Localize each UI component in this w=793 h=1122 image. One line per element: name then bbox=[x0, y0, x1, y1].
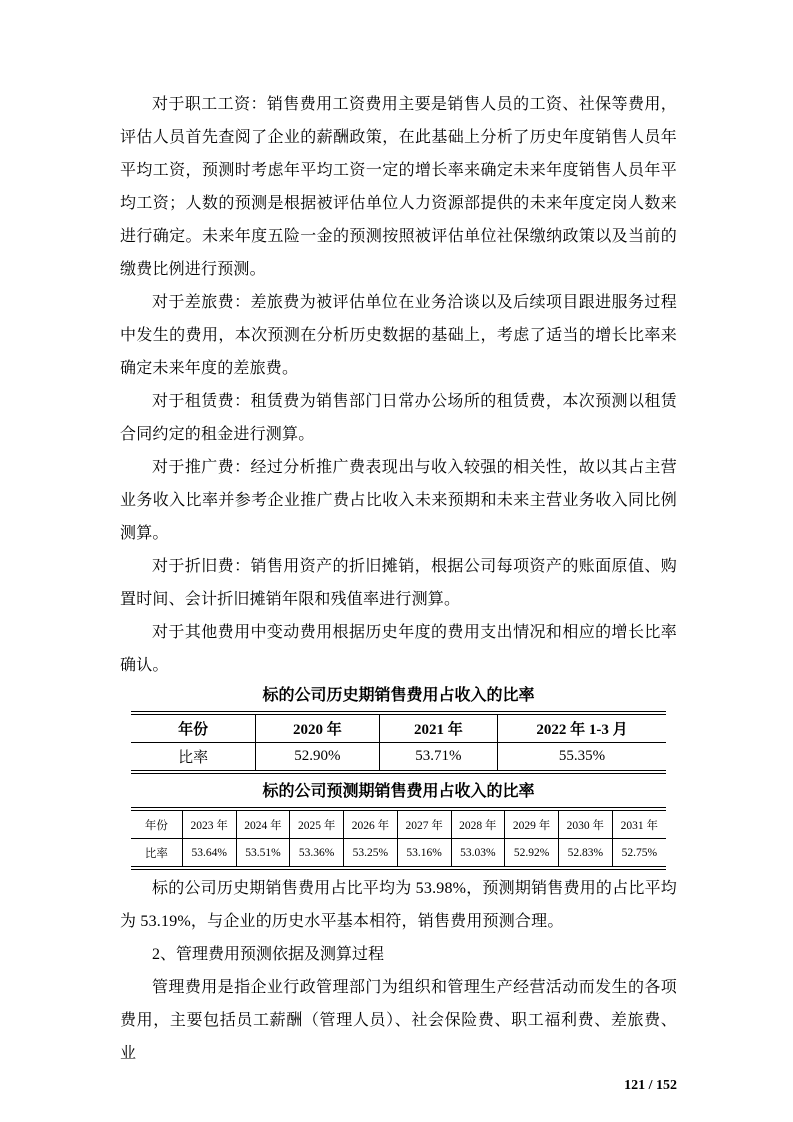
header-cell-2022q1: 2022 年 1-3 月 bbox=[497, 713, 666, 743]
table-row bbox=[131, 743, 666, 773]
header-cell-2026: 2026 年 bbox=[344, 809, 398, 839]
table-header-row bbox=[131, 713, 666, 743]
row-label-ratio: 比率 bbox=[131, 743, 256, 773]
page-number: 121 / 152 bbox=[624, 1078, 677, 1093]
header-cell-2027: 2027 年 bbox=[397, 809, 451, 839]
paragraph-depreciation-expense: 对于折旧费：销售用资产的折旧摊销，根据公司每项资产的账面原值、购置时间、会计折旧摊销年限和残值率进行测算。 bbox=[120, 558, 677, 608]
value-cell-2029: 52.92% bbox=[505, 839, 559, 869]
row-label-ratio: 比率 bbox=[131, 839, 182, 869]
paragraph-promotion-expense: 对于推广费：经过分析推广费表现出与收入较强的相关性，故以其占主营业务收入比率并参考企业推广费占比收入未来预期和未来主营业务收入同比例测算。 bbox=[120, 459, 677, 542]
section-heading-admin-expense: 2、管理费用预测依据及测算过程 bbox=[152, 946, 385, 963]
value-cell-2024: 53.51% bbox=[236, 839, 290, 869]
table-row bbox=[131, 839, 666, 869]
header-cell-2025: 2025 年 bbox=[290, 809, 344, 839]
header-cell-2029: 2029 年 bbox=[505, 809, 559, 839]
header-cell-2030: 2030 年 bbox=[558, 809, 612, 839]
header-cell-2020: 2020 年 bbox=[256, 713, 380, 743]
value-cell-2031: 52.75% bbox=[621, 846, 658, 859]
header-cell-2031: 2031 年 bbox=[612, 809, 666, 839]
paragraph-travel-expense: 对于差旅费：差旅费为被评估单位在业务洽谈以及后续项目跟进服务过程中发生的费用，本次预测在分析历史数据的基础上，考虑了适当的增长比率来确定未来年度的差旅费。 bbox=[120, 294, 677, 377]
value-cell-2022q1: 55.35% bbox=[558, 748, 606, 764]
value-cell-2025: 53.36% bbox=[290, 839, 344, 869]
forecast-ratio-table bbox=[131, 807, 666, 870]
value-cell-2028: 53.03% bbox=[451, 839, 505, 869]
historical-ratio-table bbox=[131, 711, 666, 774]
value-cell-2023: 53.64% bbox=[182, 839, 236, 869]
paragraph-staff-salary: 对于职工工资：销售费用工资费用主要是销售人员的工资、社保等费用，评估人员首先查阅了企业的薪酬政策，在此基础上分析了历史年度销售人员年平均工资，预测时考虑年平均工资一定的增长率来确定未来年度销售人员年平均工资；人数的预测是根据被评估单位人力资源部提供的未来年度定岗人数来进行确定。未来年度五险一金的预测按照被评估单位社保缴纳政策以及当前的缴费比例进行预测。 bbox=[120, 96, 677, 278]
value-cell-2026: 53.25% bbox=[344, 839, 398, 869]
value-cell-2021: 53.71% bbox=[379, 743, 497, 773]
header-cell-year: 年份 bbox=[131, 809, 182, 839]
header-cell-2023: 2023 年 bbox=[182, 809, 236, 839]
historical-table-title: 标的公司历史期销售费用占收入的比率 bbox=[262, 687, 535, 704]
header-cell-year: 年份 bbox=[131, 713, 256, 743]
forecast-table-title: 标的公司预测期销售费用占收入的比率 bbox=[262, 783, 535, 800]
value-cell-2027: 53.16% bbox=[397, 839, 451, 869]
paragraph-other-expense: 对于其他费用中变动费用根据历史年度的费用支出情况和相应的增长比率确认。 bbox=[120, 624, 677, 674]
table-header-row bbox=[131, 809, 666, 839]
paragraph-conclusion: 标的公司历史期销售费用占比平均为 53.98%，预测期销售费用的占比平均为 53.19%，与企业的历史水平基本相符，销售费用预测合理。 bbox=[120, 880, 677, 930]
page-content bbox=[120, 88, 677, 1098]
paragraph-rent-expense: 对于租赁费：租赁费为销售部门日常办公场所的租赁费，本次预测以租赁合同约定的租金进行测算。 bbox=[120, 393, 677, 443]
value-cell-2020: 52.90% bbox=[256, 743, 380, 773]
paragraph-admin-expense-intro: 管理费用是指企业行政管理部门为组织和管理生产经营活动而发生的各项费用，主要包括员工薪酬（管理人员）、社会保险费、职工福利费、差旅费、业 bbox=[120, 979, 677, 1062]
header-cell-2028: 2028 年 bbox=[451, 809, 505, 839]
header-cell-2024: 2024 年 bbox=[236, 809, 290, 839]
value-cell-2030: 52.83% bbox=[558, 839, 612, 869]
header-cell-2021: 2021 年 bbox=[379, 713, 497, 743]
